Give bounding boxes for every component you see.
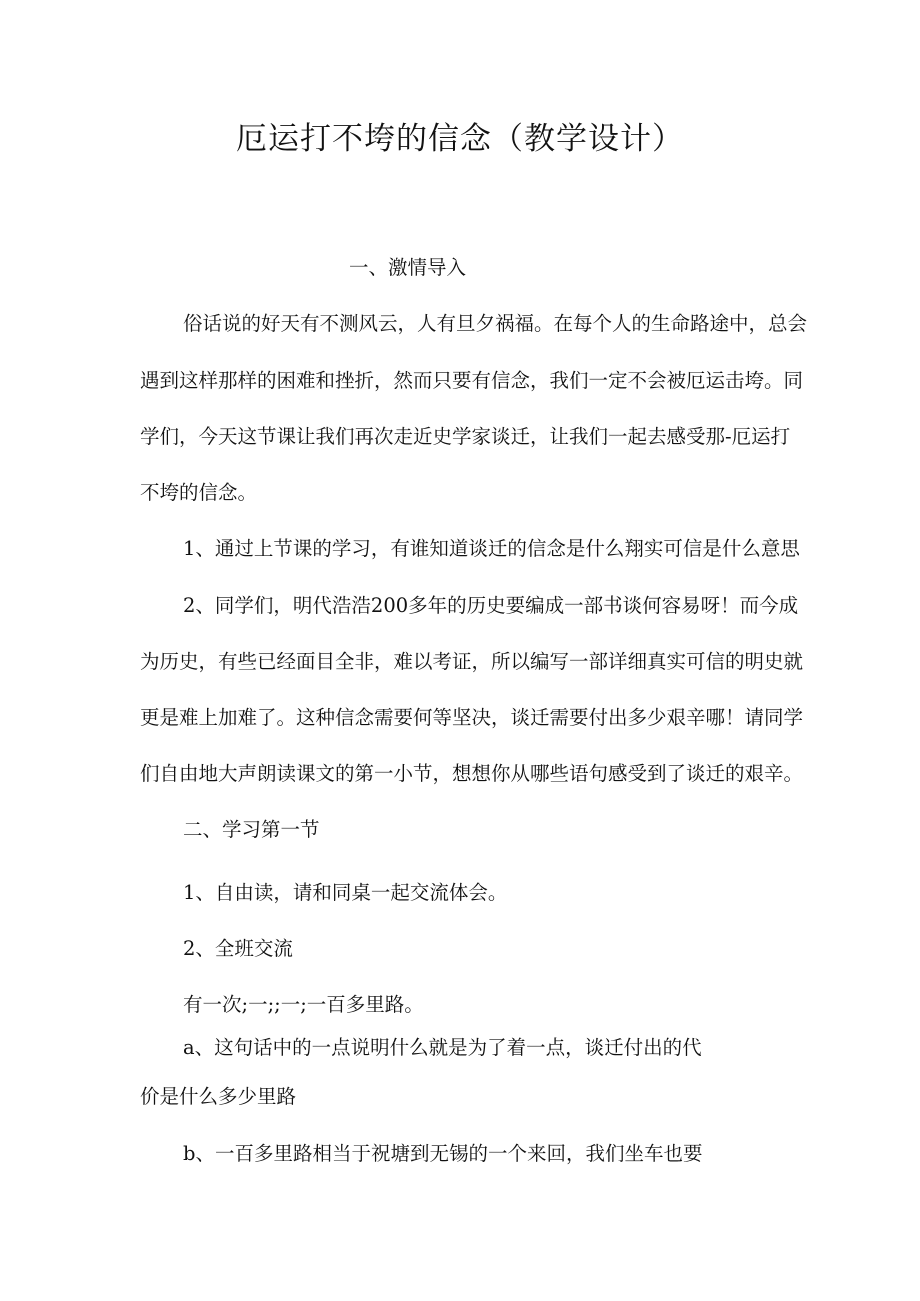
list-item-1: 1、通过上节课的学习，有谁知道谈迁的信念是什么翔实可信是什么意思 <box>183 537 800 560</box>
document-title: 厄运打不垮的信念（教学设计） <box>236 121 684 157</box>
section-heading-1: 一、激情导入 <box>349 256 467 279</box>
sub-item-b: b、一百多里路相当于祝塘到无锡的一个来回，我们坐车也要 <box>183 1142 703 1165</box>
list-item-2: 2、全班交流 <box>183 937 293 960</box>
paragraph-line: 更是难上加难了。这种信念需要何等坚决，谈迁需要付出多少艰辛哪！请同学 <box>140 706 804 729</box>
section-heading-2: 二、学习第一节 <box>183 818 320 841</box>
paragraph-line: 学们，今天这节课让我们再次走近史学家谈迁，让我们一起去感受那-厄运打 <box>140 425 791 448</box>
paragraph-line: 们自由地大声朗读课文的第一小节，想想你从哪些语句感受到了谈迁的艰辛。 <box>140 762 804 785</box>
quote-line: 有一次;一;;一;一百多里路。 <box>183 993 424 1016</box>
sub-item-a-continued: 价是什么多少里路 <box>140 1085 297 1108</box>
list-item-1: 1、自由读，请和同桌一起交流体会。 <box>183 881 508 904</box>
paragraph-line: 俗话说的好天有不测风云，人有旦夕祸福。在每个人的生命路途中，总会 <box>183 312 808 335</box>
paragraph-line: 不垮的信念。 <box>140 481 258 504</box>
paragraph-line: 2、同学们，明代浩浩200多年的历史要编成一部书谈何容易呀！而今成 <box>183 594 799 617</box>
sub-item-a: a、这句话中的一点说明什么就是为了着一点，谈迁付出的代 <box>183 1036 702 1059</box>
paragraph-line: 遇到这样那样的困难和挫折，然而只要有信念，我们一定不会被厄运击垮。同 <box>140 369 804 392</box>
paragraph-line: 为历史，有些已经面目全非，难以考证，所以编写一部详细真实可信的明史就 <box>140 650 804 673</box>
